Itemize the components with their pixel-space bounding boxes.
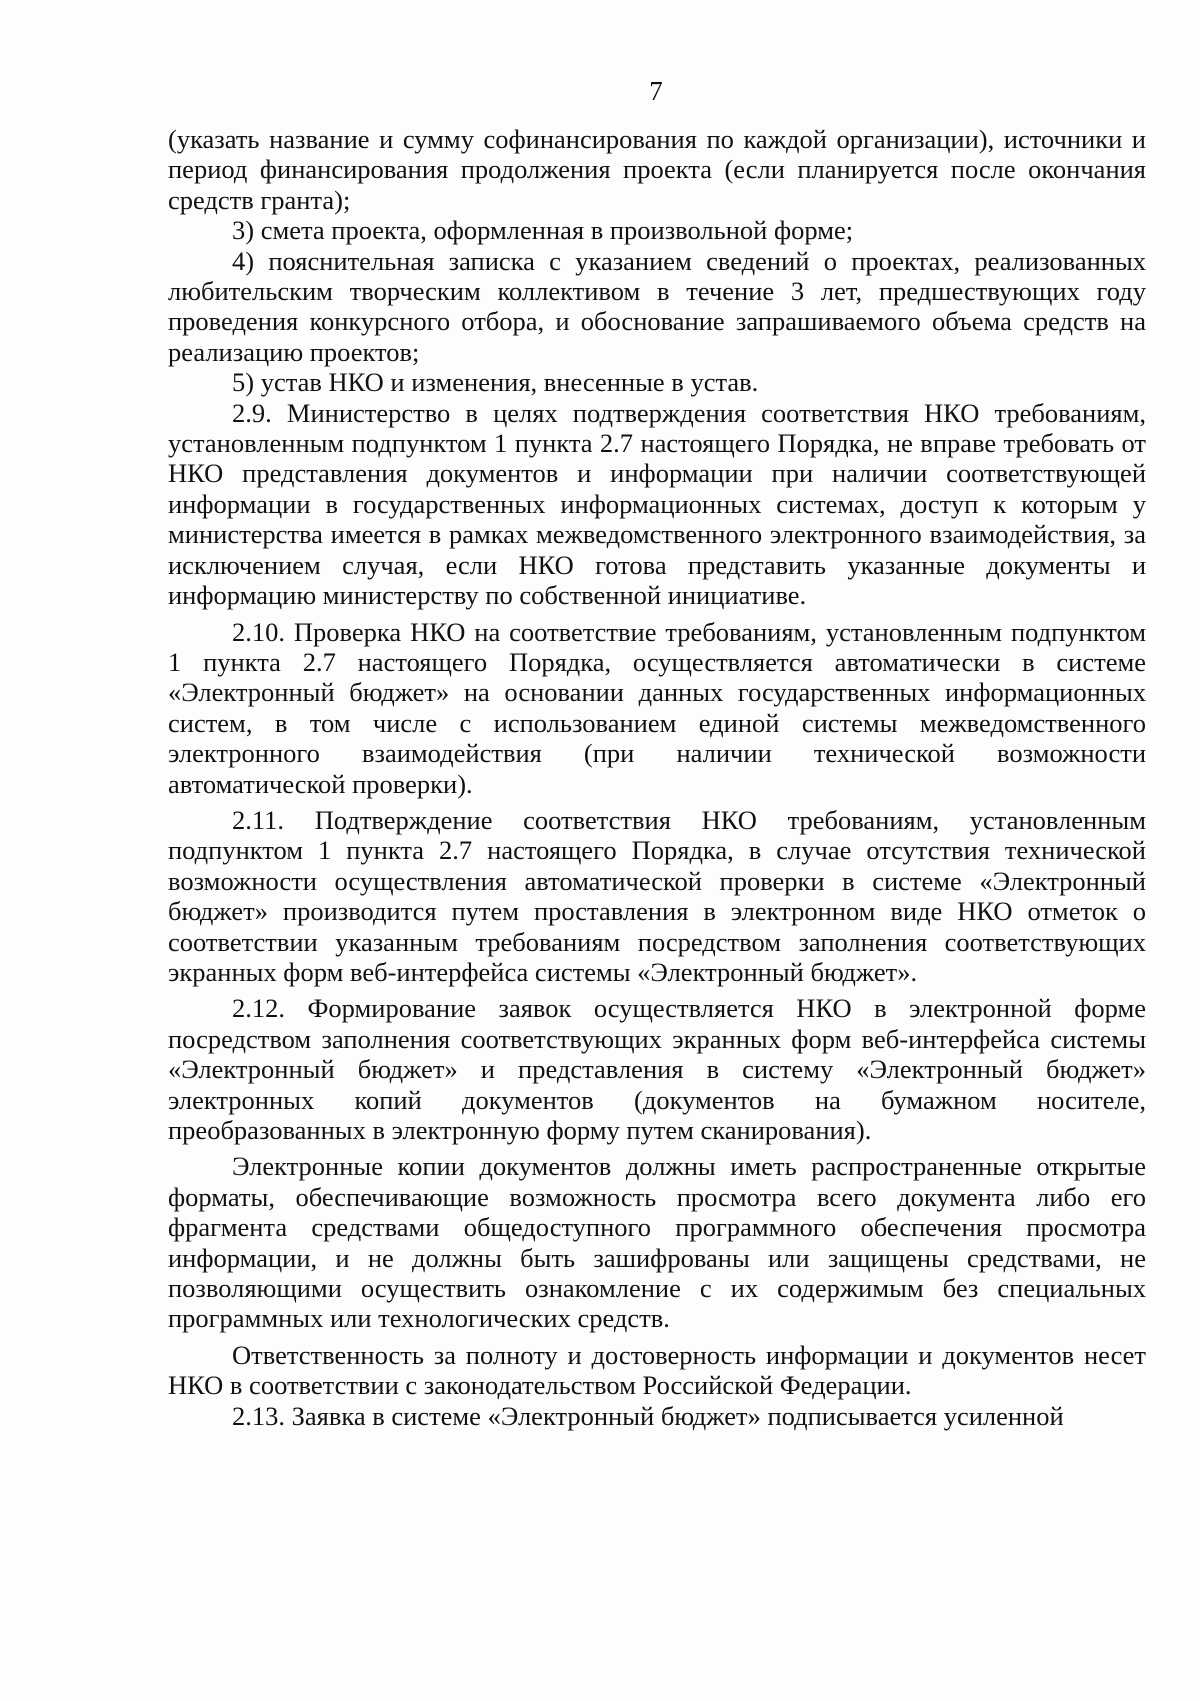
paragraph-2-13: 2.13. Заявка в системе «Электронный бюджет» подписывается усиленной	[232, 1400, 1064, 1431]
paragraph-2-12: 2.12. Формирование заявок осуществляется НКО в электронной форме посредством заполнения соответствующих экранных форм веб-интерфейса системы «Электронный бюджет» и представления в систему «Электронный бюджет» электронных копий документов (документов на бумажном носителе, преобразованных в электронную форму путем сканирования).	[168, 993, 1146, 1145]
paragraph-item-5-charter: 5) устав НКО и изменения, внесенные в устав.	[232, 367, 759, 398]
paragraph-2-9: 2.9. Министерство в целях подтверждения соответствия НКО требованиям, установленным подпунктом 1 пункта 2.7 настоящего Порядка, не вправе требовать от НКО представления документов и информации при наличии соответствующей информации в государственных информационных системах, доступ к которым у министерства имеется в рамках межведомственного электронного взаимодействия, за исключением случая, если НКО готова представить указанные документы и информацию министерству по собственной инициативе.	[168, 397, 1146, 611]
paragraph-electronic-copies: Электронные копии документов должны иметь распространенные открытые форматы, обеспечивающие возможность просмотра всего документа либо его фрагмента средствами общедоступного программного обеспечения просмотра информации, и не должны быть зашифрованы или защищены средствами, не позволяющими осуществить ознакомление с их содержимым без специальных программных или технологических средств.	[168, 1151, 1146, 1334]
paragraph-responsibility: Ответственность за полноту и достоверность информации и документов несет НКО в соответствии с законодательством Российской Федерации.	[168, 1339, 1146, 1401]
page-number: 7	[649, 76, 663, 106]
paragraph-2-10: 2.10. Проверка НКО на соответствие требованиям, установленным подпунктом 1 пункта 2.7 настоящего Порядка, осуществляется автоматически в системе «Электронный бюджет» на основании данных государственных информационных систем, в том числе с использованием единой системы межведомственного электронного взаимодействия (при наличии технической возможности автоматической проверки).	[168, 616, 1146, 799]
paragraph-item-4-explanatory-note: 4) пояснительная записка с указанием сведений о проектах, реализованных любительским творческим коллективом в течение 3 лет, предшествующих году проведения конкурсного отбора, и обоснование запрашиваемого объема средств на реализацию проектов;	[168, 245, 1146, 367]
paragraph-2-11: 2.11. Подтверждение соответствия НКО требованиям, установленным подпунктом 1 пункта 2.7 настоящего Порядка, в случае отсутствия технической возможности осуществления автоматической проверки в системе «Электронный бюджет» производится путем проставления в электронном виде НКО отметок о соответствии указанным требованиям посредством заполнения соответствующих экранных форм веб-интерфейса системы «Электронный бюджет».	[168, 804, 1146, 987]
paragraph-cofinancing-continuation: (указать название и сумму софинансирования по каждой организации), источники и период финансирования продолжения проекта (если планируется после окончания средств гранта);	[168, 124, 1146, 215]
paragraph-item-3-estimate: 3) смета проекта, оформленная в произвольной форме;	[232, 215, 854, 246]
document-body	[168, 124, 1146, 1431]
